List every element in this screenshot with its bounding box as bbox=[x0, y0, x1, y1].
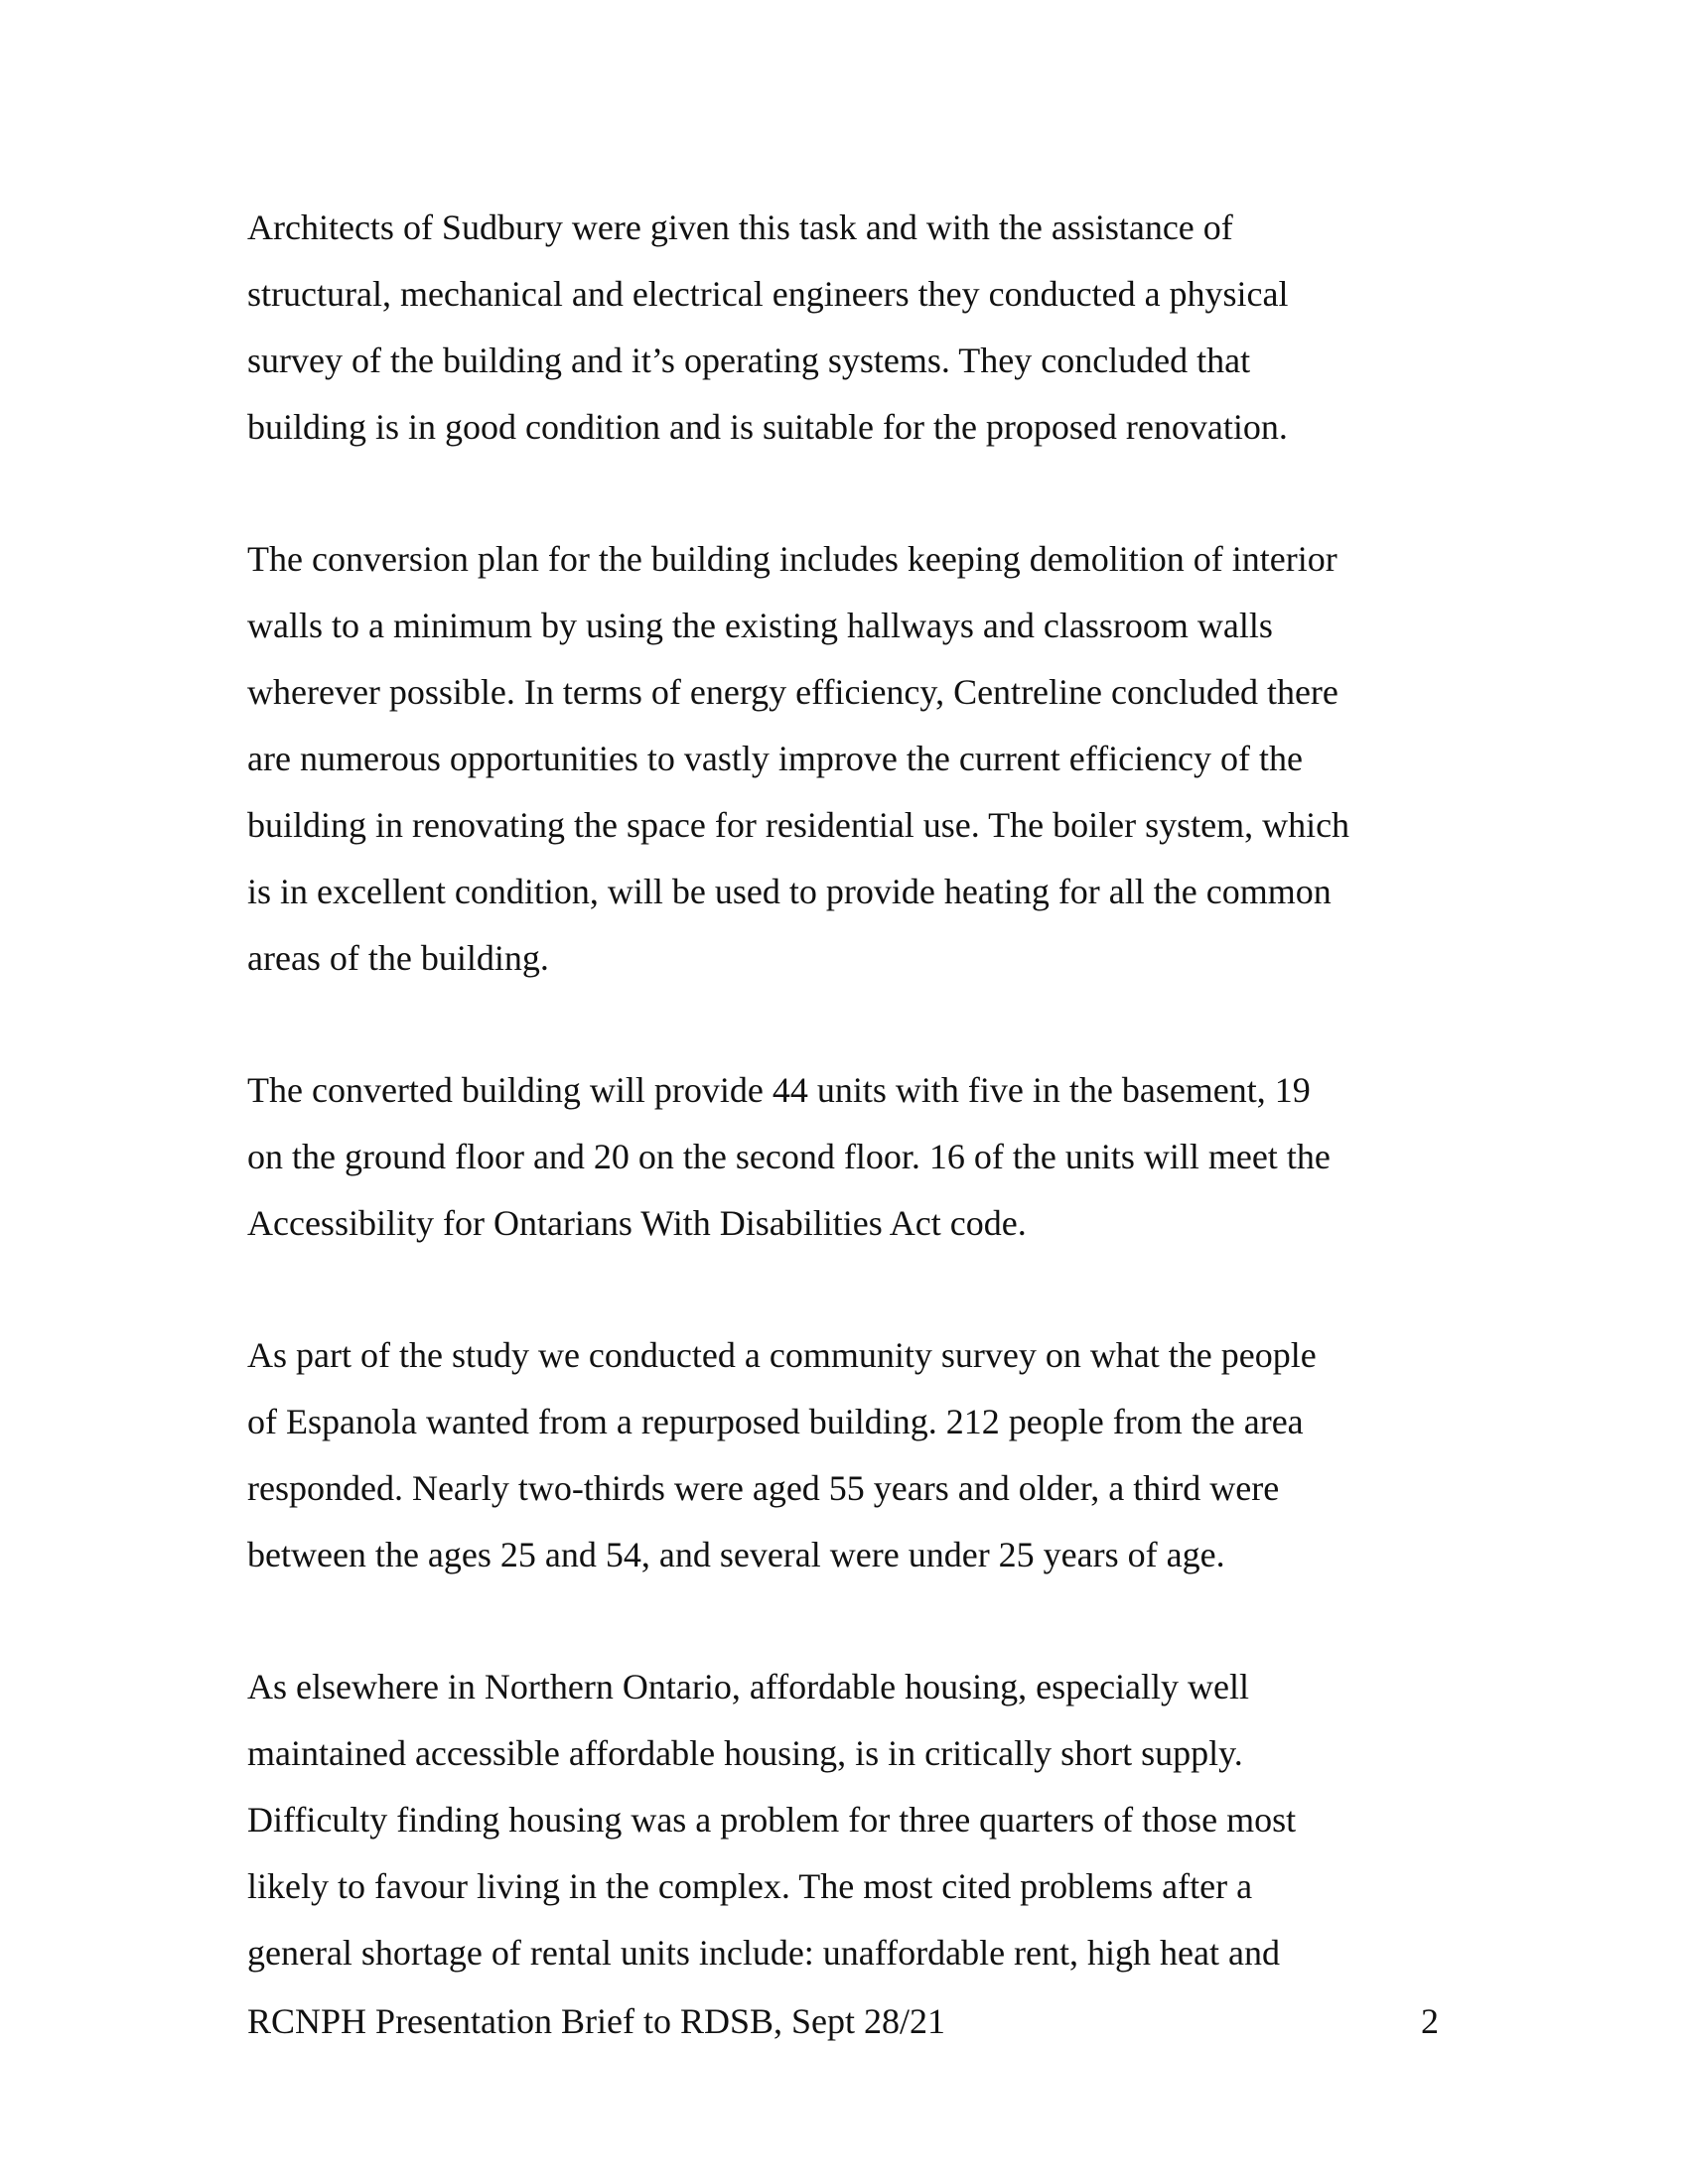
paragraph-affordable-housing bbox=[247, 1654, 1478, 1986]
text-line: structural, mechanical and electrical engineers they conducted a physical bbox=[247, 274, 1289, 314]
text-line: Difficulty finding housing was a problem for three quarters of those most bbox=[247, 1800, 1297, 1840]
text-line: walls to a minimum by using the existing hallways and classroom walls bbox=[247, 606, 1273, 645]
text-line: maintained accessible affordable housing, is in critically short supply. bbox=[247, 1733, 1243, 1773]
text-line: As part of the study we conducted a community survey on what the people bbox=[247, 1335, 1317, 1375]
text-line: on the ground floor and 20 on the second floor. 16 of the units will meet the bbox=[247, 1137, 1331, 1176]
paragraph-community-survey bbox=[247, 1322, 1478, 1588]
paragraph-architects-survey bbox=[247, 195, 1478, 461]
text-line: building in renovating the space for residential use. The boiler system, which bbox=[247, 805, 1350, 845]
text-line: of Espanola wanted from a repurposed building. 212 people from the area bbox=[247, 1402, 1304, 1441]
text-line: likely to favour living in the complex. The most cited problems after a bbox=[247, 1866, 1253, 1906]
text-line: areas of the building. bbox=[247, 938, 549, 978]
page-number: 2 bbox=[1421, 2001, 1439, 2041]
text-line: The conversion plan for the building includes keeping demolition of interior bbox=[247, 539, 1337, 579]
text-line: The converted building will provide 44 units with five in the basement, 19 bbox=[247, 1070, 1311, 1110]
page-footer bbox=[247, 1991, 1439, 2051]
text-line: between the ages 25 and 54, and several were under 25 years of age. bbox=[247, 1535, 1225, 1574]
footer-text: RCNPH Presentation Brief to RDSB, Sept 28/21 bbox=[247, 2001, 946, 2041]
paragraph-conversion-plan bbox=[247, 526, 1478, 992]
text-line: wherever possible. In terms of energy efficiency, Centreline concluded there bbox=[247, 672, 1338, 712]
text-line: As elsewhere in Northern Ontario, affordable housing, especially well bbox=[247, 1667, 1250, 1706]
text-line: is in excellent condition, will be used to provide heating for all the common bbox=[247, 872, 1332, 911]
text-line: responded. Nearly two-thirds were aged 55 years and older, a third were bbox=[247, 1468, 1280, 1508]
text-line: Architects of Sudbury were given this task and with the assistance of bbox=[247, 207, 1233, 247]
paragraph-units bbox=[247, 1057, 1478, 1257]
body-text bbox=[247, 195, 1478, 2052]
text-line: survey of the building and it’s operating systems. They concluded that bbox=[247, 341, 1251, 380]
text-line: are numerous opportunities to vastly improve the current efficiency of the bbox=[247, 739, 1304, 778]
text-line: general shortage of rental units include: unaffordable rent, high heat and bbox=[247, 1933, 1280, 1973]
text-line: building is in good condition and is suitable for the proposed renovation. bbox=[247, 407, 1288, 447]
text-line: Accessibility for Ontarians With Disabilities Act code. bbox=[247, 1203, 1027, 1243]
